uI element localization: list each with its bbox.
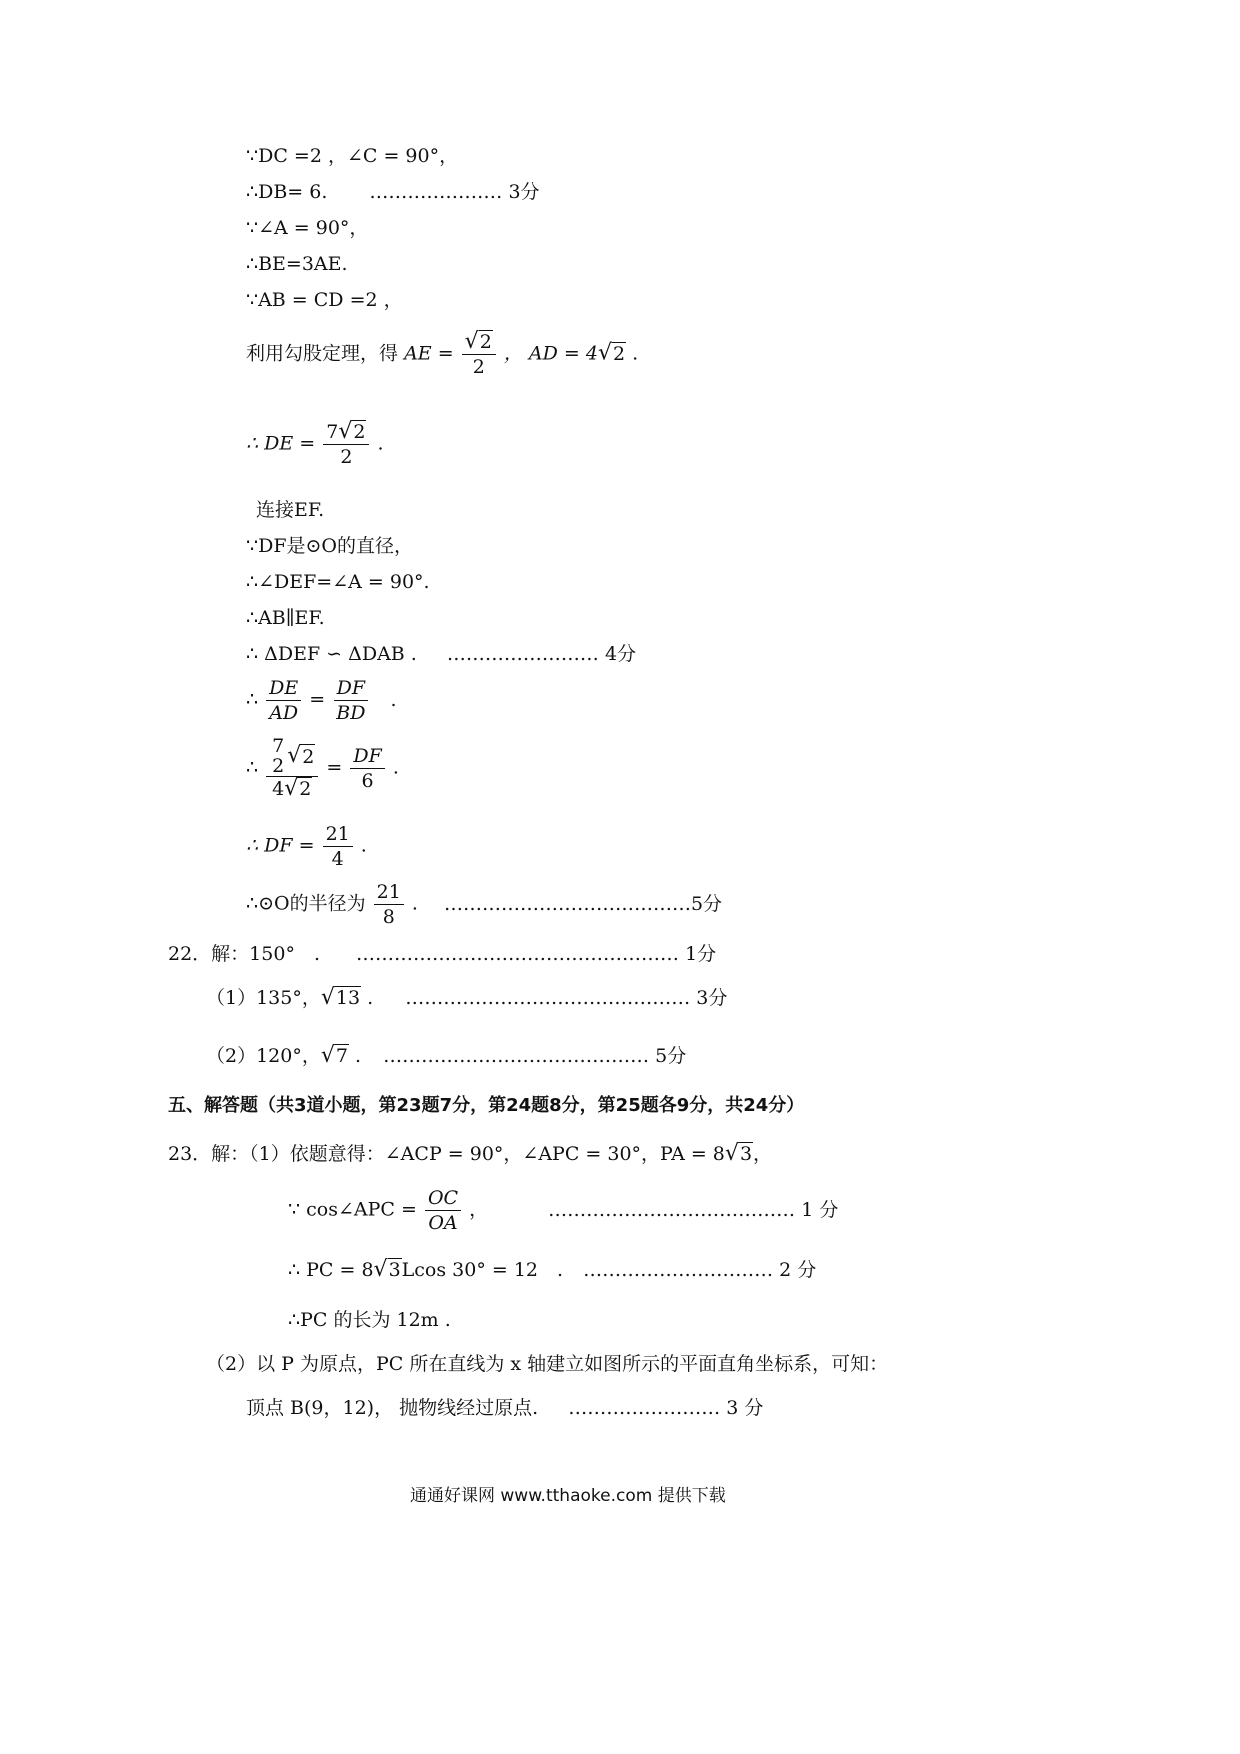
line-angle-def: ∴∠DEF=∠A = 90°.: [246, 571, 430, 593]
line-ratio: [246, 676, 397, 725]
line-db: [246, 180, 540, 204]
line-pythagoras: 利用勾股定理，得 AE = $\frac{√2}{2}$ ， AD = 4√2 .: [246, 329, 639, 378]
text: AE =: [404, 342, 454, 365]
text: .: [355, 1045, 362, 1067]
q23-pc: ∴ PC = 8√3Lcos 30° = 12 . ………………………… 2 分: [288, 1257, 817, 1282]
denominator: 8: [382, 906, 395, 928]
line-be: ∴BE=3AE.: [246, 253, 348, 275]
score-1: …………………………………………… 1分: [356, 943, 717, 965]
radicand: 2: [302, 745, 315, 768]
fraction-df-6: [350, 744, 384, 793]
fraction-ae: $\frac{√2}{2}$: [462, 330, 496, 379]
text: ∵ cos∠APC =: [288, 1198, 417, 1221]
score-5: …………………………………5分: [443, 892, 723, 915]
text: ∴ DF =: [246, 834, 315, 857]
radicand: 7: [335, 1045, 348, 1067]
line-de: [246, 420, 384, 469]
text: .: [390, 688, 397, 711]
fraction-21-8: [374, 880, 404, 929]
text: .: [411, 892, 418, 915]
coef: 4: [272, 778, 285, 800]
denominator: OA: [428, 1212, 458, 1234]
inner-numerator: 7: [272, 735, 285, 757]
numerator: 21: [374, 880, 404, 905]
text: .: [377, 432, 384, 455]
text: ∴ PC = 8: [288, 1259, 374, 1281]
score-3: …………………… 3 分: [568, 1397, 764, 1419]
text: ，: [469, 1198, 489, 1221]
q22-part1: （1）135°，√13 . ……………………………………… 3分: [206, 985, 728, 1010]
fraction-oc-oa: [425, 1186, 461, 1235]
text: =: [326, 756, 343, 779]
text: ∴ DE =: [246, 432, 316, 455]
q23-vertex: [246, 1396, 763, 1420]
page-footer: 通通好课网 www.tthaoke.com 提供下载: [410, 1486, 726, 1506]
q22-part2: （2）120°，√7 . …………………………………… 5分: [206, 1043, 687, 1068]
radicand: 2: [299, 778, 312, 800]
denominator: 2: [472, 356, 485, 378]
denominator: 2: [340, 446, 353, 468]
line-ab-cd: ∵AB = CD =2 ，: [246, 289, 403, 311]
radicand: 2: [353, 421, 366, 443]
text: 22．解：150° .: [168, 943, 320, 965]
text: 顶点 B(9，12)， 抛物线经过原点.: [246, 1397, 539, 1419]
numerator: DF: [350, 744, 384, 769]
radicand: 13: [335, 987, 361, 1009]
score-4: …………………… 4分: [446, 643, 637, 665]
text: （1）135°，: [206, 987, 321, 1009]
fraction-de-ad: [266, 676, 301, 725]
score-5: …………………………………… 5分: [383, 1045, 687, 1067]
fraction-compound: 7 2 √ 2 4√2: [266, 736, 318, 801]
score-3: ………………… 3分: [369, 181, 540, 203]
text: ∴: [246, 688, 259, 711]
text: .: [367, 987, 374, 1009]
line-dc: ∵DC =2 ，∠C = 90°，: [246, 145, 459, 167]
text: 利用勾股定理，得: [246, 342, 399, 365]
text: .: [632, 342, 639, 365]
radicand: 3: [739, 1143, 753, 1165]
q23-part1: 23．解：（1）依题意得：∠ACP = 90°，∠APC = 30°，PA = 8√3，: [168, 1141, 773, 1166]
line-diameter: ∵DF是⊙O的直径，: [246, 535, 414, 557]
radicand: 2: [612, 342, 626, 365]
q23-pc-length: ∴PC 的长为 12m .: [288, 1309, 451, 1331]
fraction-21-4: [323, 822, 353, 871]
text: （2）120°，: [206, 1045, 321, 1067]
denominator: AD: [269, 702, 299, 724]
fraction-df-bd: [333, 676, 368, 725]
text: .: [360, 834, 367, 857]
text: ∴DB= 6.: [246, 181, 328, 203]
score-1: ………………………………… 1 分: [548, 1198, 839, 1221]
denominator: 6: [361, 770, 374, 792]
text: ，: [753, 1143, 773, 1165]
line-similar: [246, 642, 636, 666]
section-5-heading: 五、解答题（共3道小题，第23题7分，第24题8分，第25题各9分，共24分）: [168, 1095, 805, 1116]
q22-header: [168, 942, 716, 966]
numerator: DE: [266, 676, 301, 701]
denominator: 4: [331, 848, 344, 870]
numerator: 21: [323, 822, 353, 847]
line-compound-fraction: [246, 736, 399, 801]
text: ∴ ΔDEF ∽ ΔDAB .: [246, 643, 417, 665]
line-connect: 连接EF.: [256, 499, 325, 521]
text: ， AD = 4: [503, 342, 598, 365]
fraction-de: $\frac{7√2}{2}$: [323, 420, 369, 469]
radicand: 3: [388, 1259, 401, 1281]
text: =: [309, 688, 326, 711]
numerator: 2: [479, 331, 492, 353]
text: Lcos 30° = 12 .: [401, 1259, 564, 1281]
line-angle-a: ∵∠A = 90°，: [246, 217, 369, 239]
inner-denominator: 2: [272, 755, 285, 777]
numerator: DF: [334, 676, 368, 701]
line-parallel: ∴AB∥EF.: [246, 607, 325, 629]
text: .: [392, 756, 399, 779]
line-radius: [246, 880, 722, 929]
numerator-coef: 7: [326, 421, 339, 443]
score-3: ……………………………………… 3分: [405, 987, 728, 1009]
score-2: ………………………… 2 分: [583, 1259, 817, 1281]
q23-part2: （2）以 P 为原点，PC 所在直线为 x 轴建立如图所示的平面直角坐标系，可知：: [206, 1353, 889, 1375]
text: 23．解：（1）依题意得：∠ACP = 90°，∠APC = 30°，PA = 8: [168, 1143, 725, 1165]
q23-cos: [288, 1186, 838, 1235]
numerator: OC: [425, 1186, 461, 1211]
text: ∴: [246, 756, 259, 779]
line-df-value: [246, 822, 367, 871]
text: ∴⊙O的半径为: [246, 892, 366, 915]
denominator: BD: [336, 702, 366, 724]
